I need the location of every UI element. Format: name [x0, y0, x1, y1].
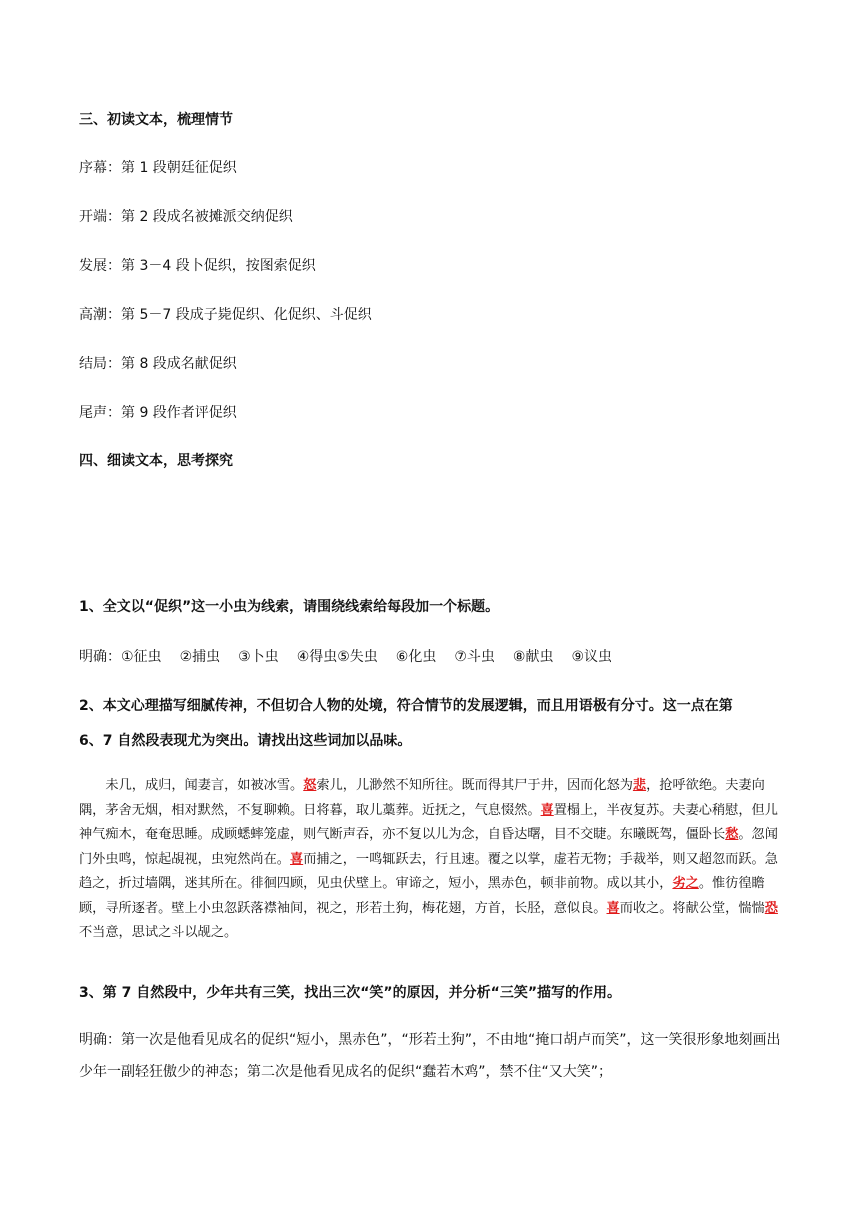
title-item: ⑨议虫	[571, 649, 613, 665]
question-1: 1、全文以“促织”这一小虫为线索，请围绕线索给每段加一个标题。	[79, 599, 500, 615]
highlight-word: 喜	[606, 900, 620, 916]
passage-text: 不当意，思试之斗以觇之。	[79, 925, 238, 940]
plot-item-prologue: 序幕：第 1 段朝廷征促织	[79, 160, 237, 176]
passage-text: 。忽闻门外虫鸣，惊起覘视，虫宛然尚在。	[79, 827, 778, 867]
title-item: ⑥化虫	[395, 649, 437, 665]
title-item: ②捕虫	[179, 649, 221, 665]
passage-text: 而收之。将献公堂，惴惴	[619, 900, 765, 916]
plot-item-ending: 结局：第 8 段成名献促织	[79, 356, 237, 372]
section3-heading: 三、初读文本，梳理情节	[79, 112, 233, 128]
question-3-answer: 明确：第一次是他看见成名的促织“短小，黑赤色”，“形若土狗”，不由地“掩口胡卢而笑”，这一笑很形象地刻画出少年一副轻狂傲少的神态；第二次是他看见成名的促织“蠢若木鸡”，禁不住“又大笑”；	[79, 1032, 781, 1080]
question-2-line1: 2、本文心理描写细腻传神，不但切合人物的处境，符合情节的发展逻辑，而且用语极有分寸。这一点在第	[79, 698, 733, 714]
passage-text: 置榻上，半夜复苏。夫妻心稍慰，但儿神气痴木，奄奄思睡。成顾蟋蟀笼虚，则气断声吞，亦不复以儿为念，自昏达曙，目不交睫。东曦既驾，僵卧长	[79, 802, 778, 842]
plot-item-development: 发展：第 3－4 段卜促织，按图索促织	[79, 258, 316, 274]
title-item: ③卜虫	[238, 649, 279, 665]
highlight-word: 喜	[290, 851, 304, 867]
highlight-word: 恐	[764, 900, 778, 916]
passage-text: 。惟彷徨瞻顾，寻所逐者。壁上小虫忽跃落襟袖间，视之，形若土狗，梅花翅，方首，长胫，意似良。	[79, 876, 765, 916]
passage-text: 索儿，儿渺然不知所往。既而得其尸于井，因而化怒为	[316, 778, 633, 793]
question-1-answer	[79, 647, 790, 667]
title-item: ⑧献虫	[512, 649, 554, 665]
plot-item-epilogue: 尾声：第 9 段作者评促织	[79, 405, 237, 421]
title-item: ④得虫⑤失虫	[296, 649, 378, 665]
question-2-line2: 6、7 自然段表现尤为突出。请找出这些词加以品味。	[79, 733, 412, 749]
section4-heading: 四、细读文本，思考探究	[79, 453, 233, 469]
title-item: ①征虫	[121, 649, 162, 665]
plot-item-climax: 高潮：第 5－7 段成子毙促织、化促织、斗促织	[79, 307, 372, 323]
highlight-word: 劣之	[672, 876, 699, 891]
passage-text: ，抢呼欲绝。夫妻向隅，茅舍无烟，相对默然，不复聊赖。日将暮，取儿藁葬。近抚之，气息惙然。	[79, 778, 765, 818]
highlight-word: 喜	[540, 802, 554, 818]
answer-label: 明确：	[79, 649, 121, 665]
question-3: 3、第 7 自然段中，少年共有三笑，找出三次“笑”的原因，并分析“三笑”描写的作用。	[79, 985, 622, 1001]
classical-passage	[79, 774, 785, 946]
passage-text: 未几，成归，闻妻言，如被冰雪。	[105, 778, 304, 793]
highlight-word: 怒	[303, 778, 317, 793]
passage-text: 而捕之，一鸣辄跃去，行且速。覆之以掌，虚若无物；手裁举，则又超忽而跃。急趋之，折过墙隅，迷其所在。徘徊四顾，见虫伏壁上。审谛之，短小，黑赤色，顿非前物。成以其小，	[79, 851, 778, 891]
plot-item-beginning: 开端：第 2 段成名被摊派交纳促织	[79, 209, 293, 225]
highlight-word: 悲	[632, 778, 647, 793]
highlight-word: 愁	[725, 827, 739, 842]
title-item: ⑦斗虫	[454, 649, 495, 665]
